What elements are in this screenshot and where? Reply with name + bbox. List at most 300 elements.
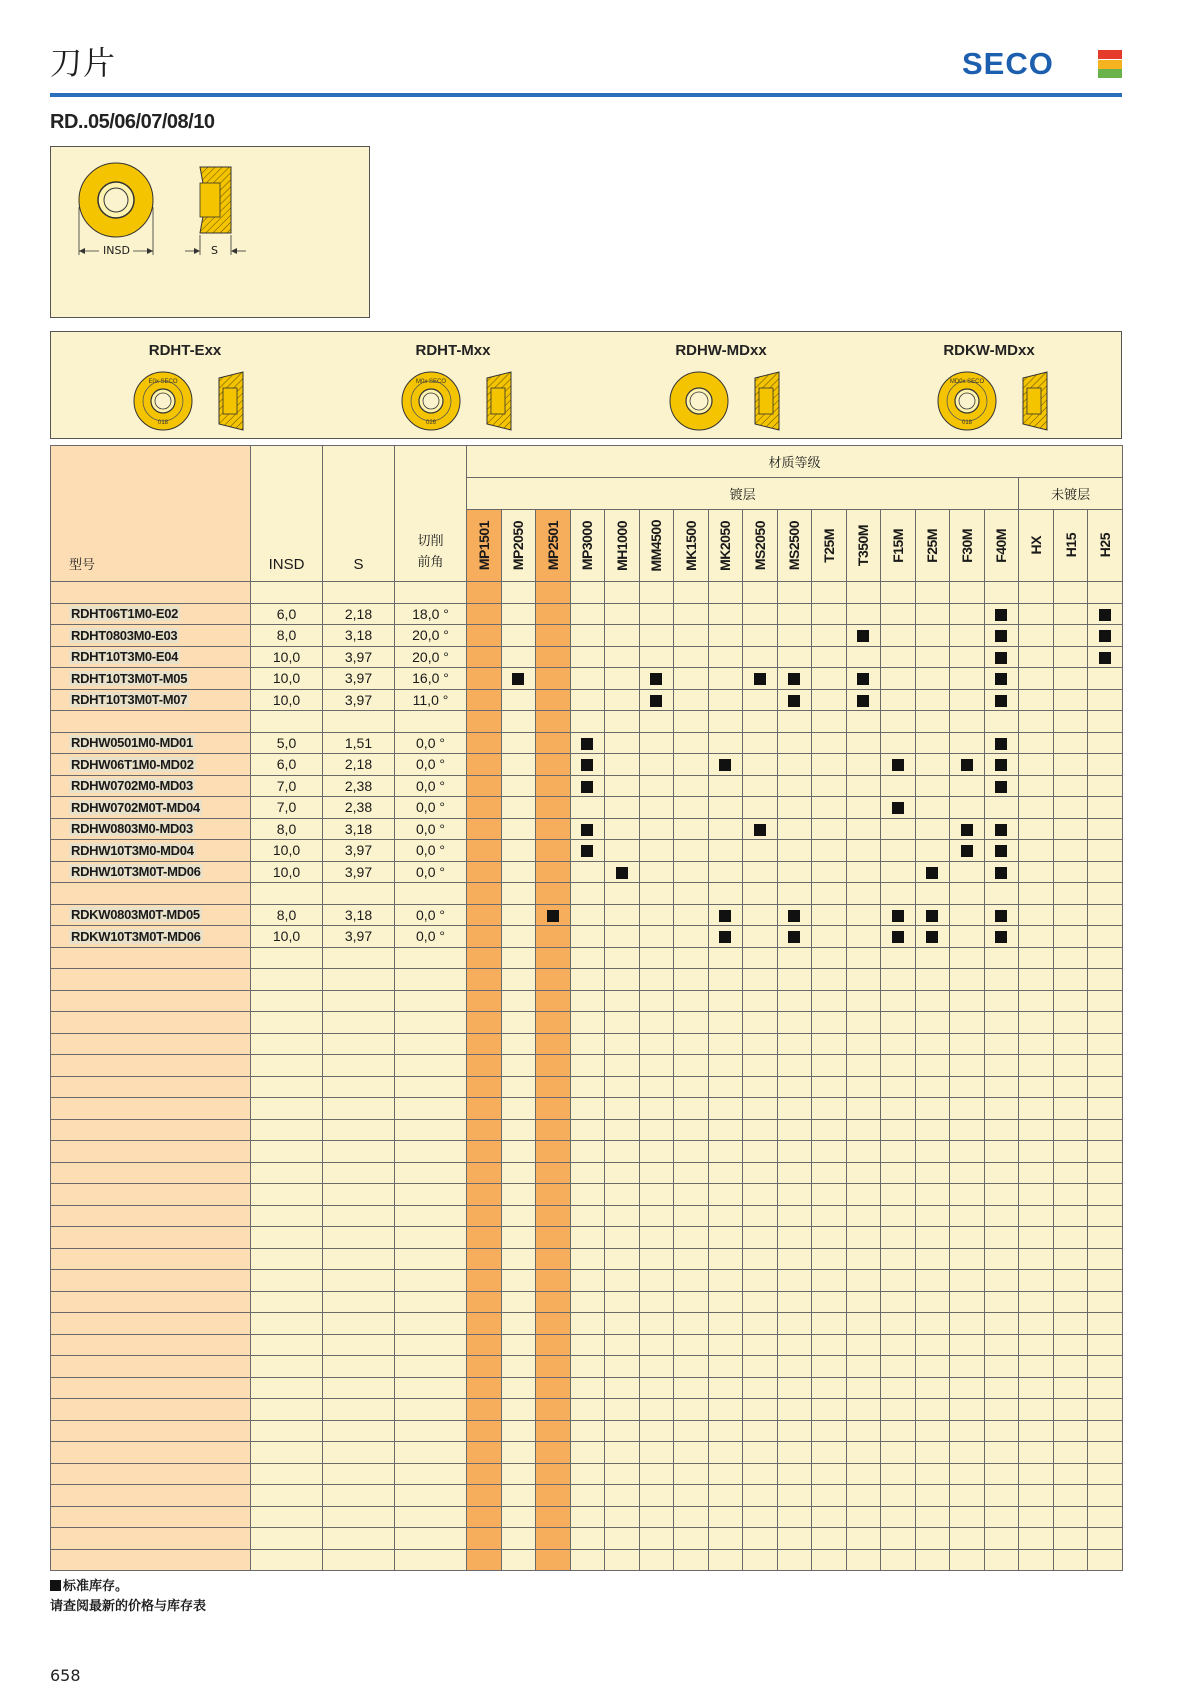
- cell-rake: [395, 582, 467, 604]
- cell-model: [51, 1162, 251, 1184]
- stock-mark-icon: [857, 695, 869, 707]
- cell-grade: [674, 883, 709, 905]
- cell-grade: [501, 625, 536, 647]
- cell-grade: [915, 1463, 950, 1485]
- cell-grade: [1053, 1205, 1088, 1227]
- cell-grade: [743, 861, 778, 883]
- cell-grade: [743, 969, 778, 991]
- insert-type-icons: [131, 370, 251, 436]
- cell-grade: [984, 1528, 1019, 1550]
- cell-grade: [605, 969, 640, 991]
- cell-grade: [570, 1141, 605, 1163]
- cell-grade: [777, 1528, 812, 1550]
- table-row: [51, 818, 1123, 840]
- cell-grade: [777, 926, 812, 948]
- stock-mark-icon: [1099, 609, 1111, 621]
- cell-grade: [1088, 818, 1123, 840]
- cell-grade: [984, 603, 1019, 625]
- cell-grade: [605, 1033, 640, 1055]
- cell-grade: [674, 1463, 709, 1485]
- cell-grade: [674, 732, 709, 754]
- cell-grade: [777, 732, 812, 754]
- cell-grade: [639, 1248, 674, 1270]
- cell-grade: [467, 1442, 502, 1464]
- cell-grade: [812, 1528, 847, 1550]
- cell-grade: [501, 818, 536, 840]
- header-material-grade: 材质等级: [467, 446, 1123, 478]
- cell-grade: [674, 1162, 709, 1184]
- cell-grade: [984, 883, 1019, 905]
- cell-grade: [881, 1227, 916, 1249]
- cell-grade: [1053, 1485, 1088, 1507]
- cell-model: [51, 668, 251, 690]
- cell-grade: [777, 1485, 812, 1507]
- cell-grade: [777, 1205, 812, 1227]
- cell-grade: [777, 883, 812, 905]
- cell-model: [51, 754, 251, 776]
- cell-grade: [1019, 904, 1054, 926]
- cell-grade: [777, 1356, 812, 1378]
- cell-grade: [501, 1076, 536, 1098]
- cell-grade: [1053, 1184, 1088, 1206]
- cell-grade: [777, 1227, 812, 1249]
- table-row: [51, 1356, 1123, 1378]
- cell-grade: [467, 754, 502, 776]
- cell-grade: [570, 1506, 605, 1528]
- cell-grade: [846, 947, 881, 969]
- cell-grade: [950, 1442, 985, 1464]
- cell-grade: [536, 1463, 571, 1485]
- cell-grade: [536, 904, 571, 926]
- cell-grade: [915, 904, 950, 926]
- page-number: 658: [50, 1666, 81, 1685]
- cell-grade: [812, 883, 847, 905]
- cell-grade: [570, 969, 605, 991]
- cell-grade: [674, 1055, 709, 1077]
- cell-insd: [251, 1313, 323, 1335]
- stock-mark-icon: [857, 630, 869, 642]
- cell-model: [51, 947, 251, 969]
- cell-grade: [881, 1528, 916, 1550]
- cell-grade: [915, 861, 950, 883]
- cell-grade: [743, 840, 778, 862]
- cell-grade: [950, 668, 985, 690]
- cell-grade: [846, 1442, 881, 1464]
- cell-grade: [881, 711, 916, 733]
- cell-grade: [984, 1119, 1019, 1141]
- cell-grade: [1019, 775, 1054, 797]
- cell-insd: [251, 582, 323, 604]
- cell-grade: [674, 1549, 709, 1571]
- cell-grade: [812, 711, 847, 733]
- cell-grade: [1053, 840, 1088, 862]
- cell-grade: [846, 1227, 881, 1249]
- cell-grade: [950, 1076, 985, 1098]
- cell-grade: [915, 1313, 950, 1335]
- cell-grade: [639, 1506, 674, 1528]
- cell-grade: [1053, 1033, 1088, 1055]
- insert-marking-top: E0x SECO: [148, 379, 178, 385]
- cell-grade: [743, 1356, 778, 1378]
- cell-grade: [467, 775, 502, 797]
- table-row: [51, 1291, 1123, 1313]
- cell-grade: [674, 1227, 709, 1249]
- cell-grade: [708, 1055, 743, 1077]
- cell-grade: [812, 1184, 847, 1206]
- cell-grade: [708, 904, 743, 926]
- stock-mark-icon: [961, 824, 973, 836]
- cell-grade: [812, 1205, 847, 1227]
- cell-grade: [950, 775, 985, 797]
- cell-grade: [570, 1399, 605, 1421]
- cell-grade: [1088, 1119, 1123, 1141]
- cell-grade: [743, 926, 778, 948]
- cell-grade: [639, 1485, 674, 1507]
- cell-grade: [915, 840, 950, 862]
- cell-grade: [1053, 582, 1088, 604]
- cell-model: [51, 1291, 251, 1313]
- cell-model: [51, 1033, 251, 1055]
- cell-grade: [708, 1334, 743, 1356]
- cell-grade: [743, 689, 778, 711]
- cell-grade: [777, 1098, 812, 1120]
- insert-marking-top: MD0x SECO: [949, 379, 985, 385]
- cell-rake: [395, 1377, 467, 1399]
- stock-mark-icon: [995, 910, 1007, 922]
- cell-grade: [605, 1356, 640, 1378]
- cell-grade: [950, 904, 985, 926]
- cell-grade: [501, 711, 536, 733]
- cell-grade: [1019, 1248, 1054, 1270]
- cell-grade: [605, 1463, 640, 1485]
- header-rake-line1: 切削: [417, 534, 444, 549]
- cell-grade: [915, 1205, 950, 1227]
- cell-grade: [984, 689, 1019, 711]
- cell-grade: [536, 883, 571, 905]
- cell-grade: [708, 711, 743, 733]
- cell-grade: [467, 1012, 502, 1034]
- cell-insd: [251, 1141, 323, 1163]
- cell-grade: [605, 947, 640, 969]
- stock-mark-icon: [995, 609, 1007, 621]
- cell-grade: [777, 1291, 812, 1313]
- cell-grade: [984, 797, 1019, 819]
- cell-grade: [1088, 1205, 1123, 1227]
- cell-grade: [501, 1377, 536, 1399]
- cell-s: [323, 1549, 395, 1571]
- cell-grade: [1019, 1119, 1054, 1141]
- cell-grade: [1019, 1162, 1054, 1184]
- cell-grade: [536, 646, 571, 668]
- cell-grade: [812, 1033, 847, 1055]
- cell-grade: [846, 1162, 881, 1184]
- cell-grade: [1019, 797, 1054, 819]
- cell-grade: [1088, 1033, 1123, 1055]
- cell-grade: [950, 1485, 985, 1507]
- cell-insd: [251, 1291, 323, 1313]
- cell-grade: [1088, 603, 1123, 625]
- cell-rake: 18,0 °: [395, 603, 467, 625]
- cell-grade: [536, 1356, 571, 1378]
- cell-rake: [395, 1012, 467, 1034]
- cell-grade: [881, 1377, 916, 1399]
- cell-grade: [639, 1270, 674, 1292]
- cell-grade: [570, 947, 605, 969]
- cell-grade: [501, 1485, 536, 1507]
- cell-grade: [950, 1506, 985, 1528]
- cell-grade: [708, 1033, 743, 1055]
- header-model: 型号: [51, 446, 251, 582]
- table-row: [51, 1205, 1123, 1227]
- cell-s: 2,38: [323, 797, 395, 819]
- table-row: [51, 1184, 1123, 1206]
- cell-grade: [915, 1098, 950, 1120]
- cell-grade: [501, 883, 536, 905]
- cell-grade: [708, 668, 743, 690]
- cell-grade: [501, 1549, 536, 1571]
- cell-grade: [570, 1313, 605, 1335]
- cell-grade: [743, 1485, 778, 1507]
- cell-insd: 10,0: [251, 668, 323, 690]
- cell-grade: [777, 1119, 812, 1141]
- cell-grade: [950, 1528, 985, 1550]
- cell-grade: [915, 818, 950, 840]
- cell-model: [51, 775, 251, 797]
- cell-grade: [881, 1119, 916, 1141]
- stock-mark-icon: [961, 845, 973, 857]
- table-row: [51, 840, 1123, 862]
- cell-s: [323, 1313, 395, 1335]
- header-rake-angle: [395, 446, 467, 582]
- header-grade-label: F25M: [924, 528, 941, 563]
- cell-s: [323, 1528, 395, 1550]
- cell-grade: [536, 1291, 571, 1313]
- header-grade-label: F30M: [958, 528, 975, 563]
- cell-grade: [1019, 1377, 1054, 1399]
- cell-grade: [915, 1248, 950, 1270]
- cell-grade: [1053, 1313, 1088, 1335]
- cell-grade: [812, 1463, 847, 1485]
- cell-grade: [743, 904, 778, 926]
- cell-model: [51, 1356, 251, 1378]
- cell-rake: 0,0 °: [395, 840, 467, 862]
- cell-grade: [812, 775, 847, 797]
- model-code: RDHW10T3M0T-MD06: [71, 864, 201, 880]
- cell-grade: [846, 668, 881, 690]
- cell-grade: [812, 1442, 847, 1464]
- cell-grade: [846, 990, 881, 1012]
- cell-grade: [639, 646, 674, 668]
- cell-grade: [674, 1270, 709, 1292]
- cell-grade: [467, 1162, 502, 1184]
- cell-grade: [846, 1485, 881, 1507]
- cell-grade: [984, 1506, 1019, 1528]
- stock-mark-icon: [995, 759, 1007, 771]
- cell-grade: [881, 775, 916, 797]
- cell-insd: [251, 1270, 323, 1292]
- cell-grade: [708, 1313, 743, 1335]
- cell-rake: [395, 1033, 467, 1055]
- cell-rake: [395, 883, 467, 905]
- cell-s: 3,97: [323, 689, 395, 711]
- cell-model: [51, 1334, 251, 1356]
- cell-grade: [536, 969, 571, 991]
- table-row: [51, 603, 1123, 625]
- cell-grade: [846, 646, 881, 668]
- cell-grade: [915, 775, 950, 797]
- cell-rake: 0,0 °: [395, 775, 467, 797]
- stock-mark-icon: [995, 867, 1007, 879]
- cell-grade: [881, 646, 916, 668]
- cell-grade: [812, 1549, 847, 1571]
- cell-grade: [1088, 711, 1123, 733]
- cell-grade: [467, 582, 502, 604]
- cell-grade: [536, 1227, 571, 1249]
- cell-insd: [251, 1420, 323, 1442]
- cell-s: 3,97: [323, 668, 395, 690]
- cell-grade: [777, 1334, 812, 1356]
- cell-insd: 10,0: [251, 840, 323, 862]
- cell-grade: [812, 1270, 847, 1292]
- cell-grade: [708, 1463, 743, 1485]
- cell-model: [51, 1420, 251, 1442]
- cell-s: 3,97: [323, 646, 395, 668]
- cell-grade: [1019, 668, 1054, 690]
- cell-s: [323, 1334, 395, 1356]
- header-grade-label: F40M: [993, 528, 1010, 563]
- cell-grade: [1019, 1442, 1054, 1464]
- cell-grade: [1019, 1420, 1054, 1442]
- cell-grade: [915, 1076, 950, 1098]
- cell-grade: [1019, 840, 1054, 862]
- cell-grade: [1019, 1055, 1054, 1077]
- cell-rake: [395, 1549, 467, 1571]
- cell-grade: [501, 1184, 536, 1206]
- cell-grade: [605, 1076, 640, 1098]
- cell-grade: [708, 990, 743, 1012]
- cell-grade: [950, 1356, 985, 1378]
- cell-grade: [1053, 1162, 1088, 1184]
- cell-grade: [950, 582, 985, 604]
- cell-grade: [881, 1442, 916, 1464]
- cell-grade: [1088, 754, 1123, 776]
- cell-insd: 6,0: [251, 603, 323, 625]
- cell-insd: [251, 1076, 323, 1098]
- cell-grade: [674, 969, 709, 991]
- stock-mark-icon: [719, 910, 731, 922]
- cell-grade: [743, 582, 778, 604]
- cell-rake: 0,0 °: [395, 797, 467, 819]
- cell-grade: [674, 1205, 709, 1227]
- cell-grade: [1019, 1033, 1054, 1055]
- cell-grade: [674, 603, 709, 625]
- header-grade-label: T350M: [855, 524, 872, 567]
- cell-grade: [708, 1141, 743, 1163]
- cell-grade: [570, 861, 605, 883]
- cell-grade: [605, 1119, 640, 1141]
- cell-grade: [812, 1076, 847, 1098]
- cell-grade: [639, 668, 674, 690]
- cell-rake: [395, 1399, 467, 1421]
- cell-insd: [251, 1184, 323, 1206]
- cell-model: [51, 1463, 251, 1485]
- cell-grade: [777, 1463, 812, 1485]
- cell-grade: [708, 1420, 743, 1442]
- cell-grade: [639, 990, 674, 1012]
- header-grade-label: T25M: [820, 528, 837, 563]
- cell-grade: [777, 625, 812, 647]
- cell-grade: [1088, 861, 1123, 883]
- cell-grade: [846, 1334, 881, 1356]
- cell-grade: [570, 732, 605, 754]
- footnote-price-note: 请查阅最新的价格与库存表: [50, 1599, 207, 1614]
- cell-grade: [570, 1377, 605, 1399]
- cell-grade: [812, 646, 847, 668]
- cell-grade: [570, 1184, 605, 1206]
- cell-grade: [674, 1313, 709, 1335]
- cell-grade: [674, 1033, 709, 1055]
- cell-rake: [395, 1270, 467, 1292]
- header-grade: [639, 510, 674, 582]
- cell-grade: [1019, 646, 1054, 668]
- cell-model: [51, 1076, 251, 1098]
- cell-s: [323, 1162, 395, 1184]
- cell-grade: [605, 1313, 640, 1335]
- cell-grade: [812, 990, 847, 1012]
- cell-grade: [570, 1356, 605, 1378]
- cell-grade: [777, 1420, 812, 1442]
- cell-grade: [915, 1012, 950, 1034]
- stock-mark-icon: [857, 673, 869, 685]
- cell-grade: [1088, 1162, 1123, 1184]
- cell-grade: [605, 1270, 640, 1292]
- cell-grade: [605, 1442, 640, 1464]
- stock-mark-icon: [547, 910, 559, 922]
- cell-grade: [639, 904, 674, 926]
- cell-s: [323, 883, 395, 905]
- cell-grade: [1053, 1399, 1088, 1421]
- cell-grade: [812, 582, 847, 604]
- cell-grade: [881, 754, 916, 776]
- cell-rake: [395, 1141, 467, 1163]
- cell-grade: [501, 926, 536, 948]
- cell-grade: [743, 1162, 778, 1184]
- cell-grade: [639, 926, 674, 948]
- cell-grade: [777, 754, 812, 776]
- cell-grade: [1088, 904, 1123, 926]
- cell-grade: [605, 1012, 640, 1034]
- cell-grade: [536, 1485, 571, 1507]
- cell-grade: [743, 1184, 778, 1206]
- cell-grade: [881, 689, 916, 711]
- cell-grade: [950, 603, 985, 625]
- stock-mark-icon: [926, 931, 938, 943]
- cell-grade: [881, 732, 916, 754]
- cell-grade: [536, 1141, 571, 1163]
- cell-grade: [881, 1248, 916, 1270]
- cell-grade: [1088, 1377, 1123, 1399]
- cell-s: [323, 990, 395, 1012]
- cell-insd: [251, 1227, 323, 1249]
- cell-rake: [395, 1076, 467, 1098]
- cell-grade: [570, 1463, 605, 1485]
- cell-grade: [743, 1334, 778, 1356]
- cell-grade: [1088, 582, 1123, 604]
- cell-grade: [639, 1205, 674, 1227]
- cell-grade: [536, 818, 571, 840]
- cell-grade: [777, 1141, 812, 1163]
- cell-grade: [950, 1205, 985, 1227]
